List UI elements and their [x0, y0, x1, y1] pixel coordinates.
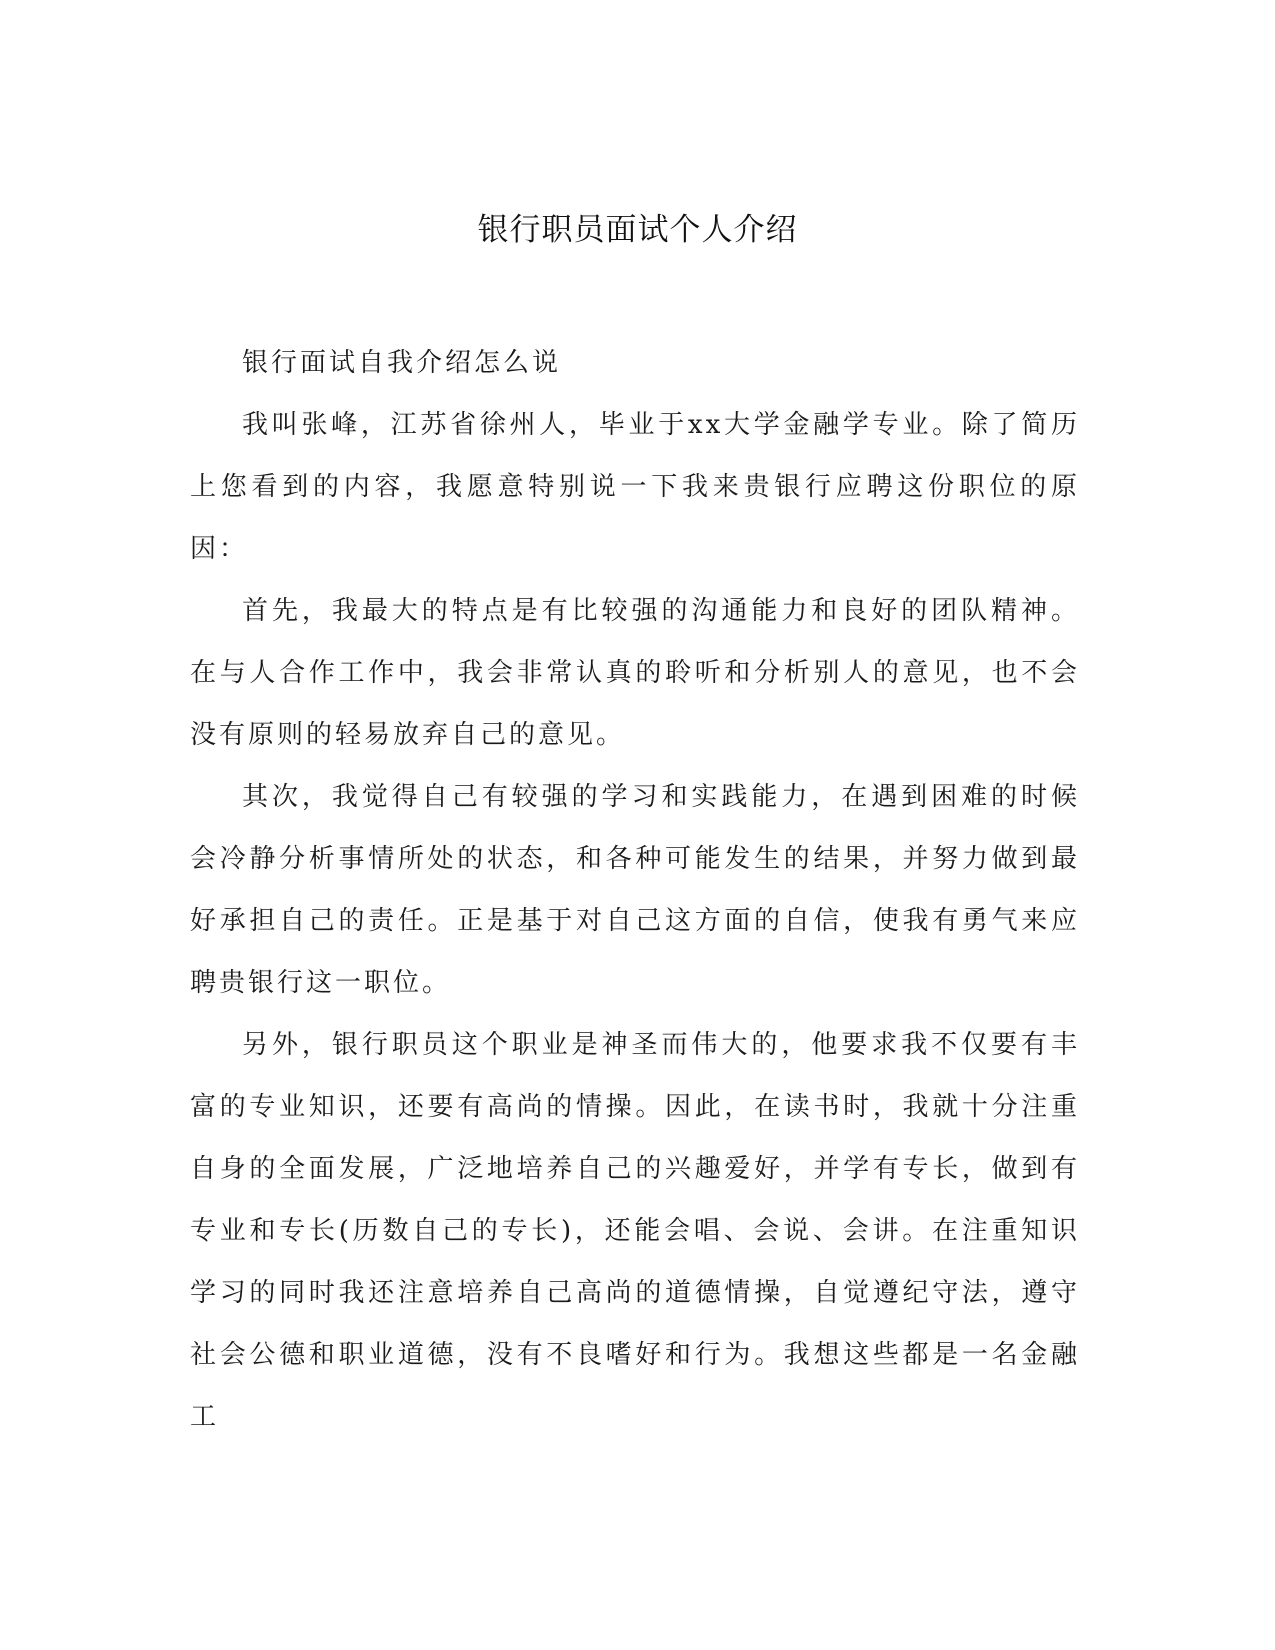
paragraph-subheading: 银行面试自我介绍怎么说: [242, 348, 562, 378]
paragraph-first-point: 首先，我最大的特点是有比较强的沟通能力和良好的团队精神。在与人合作工作中，我会非常认真的聆听和分析别人的意见，也不会没有原则的轻易放弃自己的意见。: [190, 596, 1080, 750]
document-body: [190, 332, 1080, 1448]
paragraph-second-point: 其次，我觉得自己有较强的学习和实践能力，在遇到困难的时候会冷静分析事情所处的状态，和各种可能发生的结果，并努力做到最好承担自己的责任。正是基于对自己这方面的自信，使我有勇气来应聘贵银行这一职位。: [190, 782, 1080, 998]
document-title: 银行职员面试个人介绍: [477, 212, 798, 248]
paragraph-introduction: 我叫张峰，江苏省徐州人，毕业于xx大学金融学专业。除了简历上您看到的内容，我愿意特别说一下我来贵银行应聘这份职位的原因：: [190, 410, 1080, 564]
paragraph-additional-point: 另外，银行职员这个职业是神圣而伟大的，他要求我不仅要有丰富的专业知识，还要有高尚的情操。因此，在读书时，我就十分注重自身的全面发展，广泛地培养自己的兴趣爱好，并学有专长，做到有专业和专长(历数自己的专长)，还能会唱、会说、会讲。在注重知识学习的同时我还注意培养自己高尚的道德情操，自觉遵纪守法，遵守社会公德和职业道德，没有不良嗜好和行为。我想这些都是一名金融工: [190, 1030, 1080, 1432]
